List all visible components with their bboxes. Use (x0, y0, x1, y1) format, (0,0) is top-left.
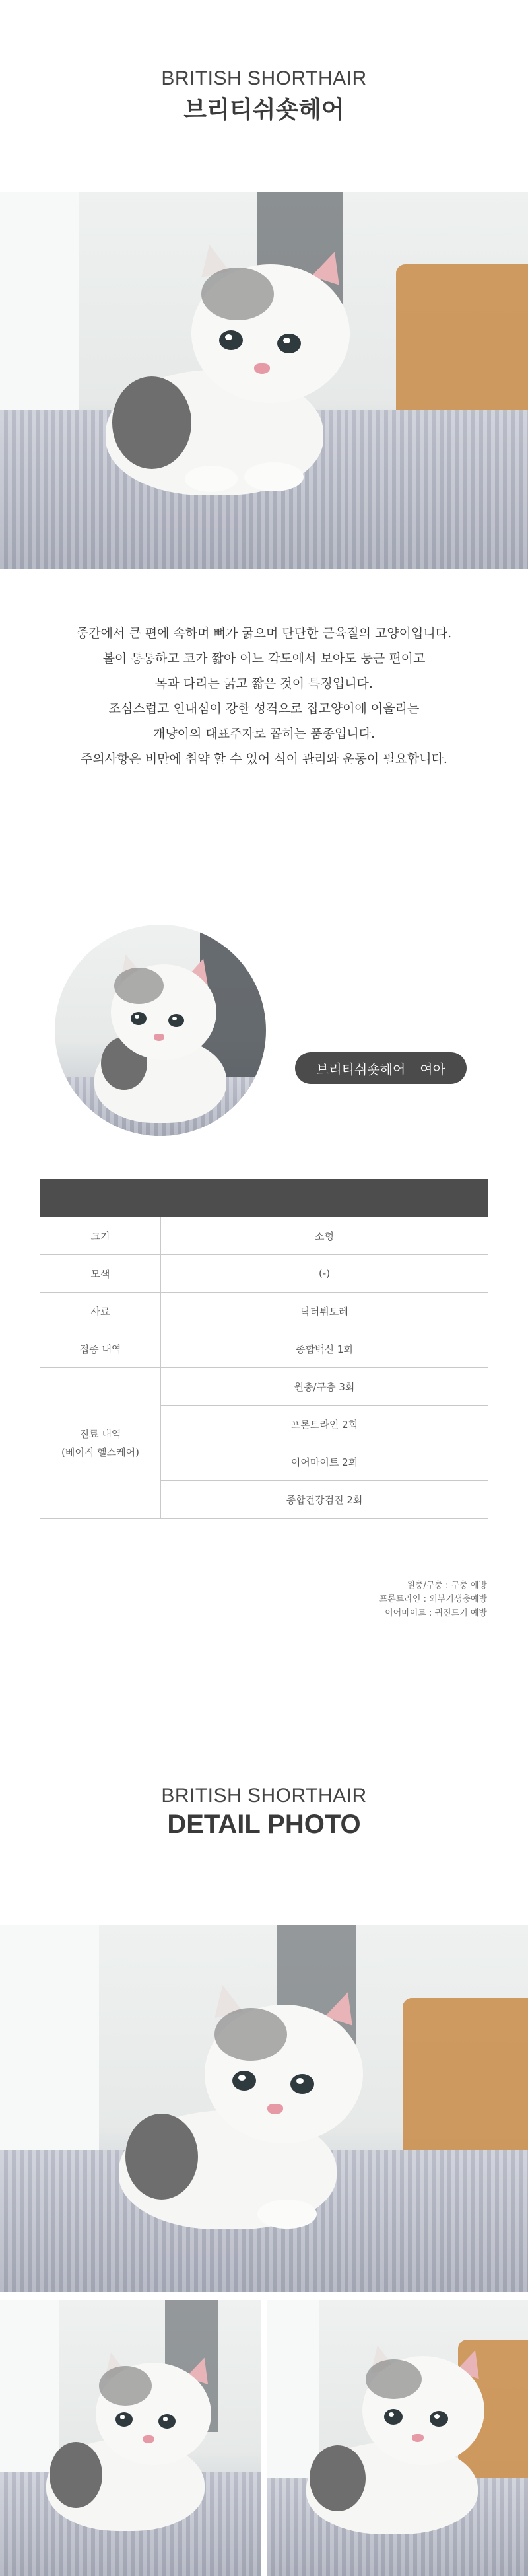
note-line: 프론트라인 : 외부기생충예방 (379, 1594, 487, 1604)
description-line: 목과 다리는 굵고 짧은 것이 특징입니다. (155, 676, 373, 691)
cat-figure (86, 231, 363, 509)
row-value: 종합백신 1회 (161, 1330, 488, 1368)
row-label: 사료 (40, 1293, 161, 1330)
description-line: 볼이 통통하고 코가 짧아 어느 각도에서 보아도 둥근 편이고 (102, 651, 426, 666)
header-ko-title: 브리티쉬숏헤어 (183, 96, 345, 124)
row-label: 접종 내역 (40, 1330, 161, 1368)
table-row (40, 1330, 488, 1368)
note-line: 이어마이트 : 귀진드기 예방 (385, 1608, 487, 1618)
description-line: 중간에서 큰 편에 속하며 뼈가 굵으며 단단한 근육질의 고양이입니다. (76, 626, 452, 641)
care-notes (380, 1579, 487, 1620)
profile-photo (55, 925, 266, 1136)
table-header-cell (161, 1180, 488, 1217)
care-value: 종합건강검진 2회 (161, 1481, 488, 1519)
row-label: 크기 (40, 1217, 161, 1255)
info-table (40, 1179, 488, 1519)
care-label-line: (베이직 헬스케어) (61, 1446, 139, 1458)
breed-description (0, 621, 528, 771)
detail-photo-left (0, 2300, 261, 2576)
row-label: 모색 (40, 1255, 161, 1293)
detail-en-title: BRITISH SHORTHAIR (161, 1785, 367, 1807)
description-line: 조심스럽고 인내심이 강한 성격으로 집고양이에 어울리는 (108, 701, 420, 716)
row-value: 소형 (161, 1217, 488, 1255)
description-line: 개냥이의 대표주자로 꼽히는 품종입니다. (152, 727, 376, 741)
care-label-line: 진료 내역 (79, 1427, 121, 1440)
table-header-row (40, 1180, 488, 1217)
row-value: (-) (161, 1255, 488, 1293)
care-value: 이어마이트 2회 (161, 1443, 488, 1481)
row-value: 닥터뷔토레 (161, 1293, 488, 1330)
detail-header (0, 1785, 528, 1840)
table-header-cell (40, 1180, 161, 1217)
care-value: 원충/구충 3회 (161, 1368, 488, 1406)
table-row (40, 1217, 488, 1255)
detail-title: DETAIL PHOTO (167, 1810, 361, 1839)
detail-photo-large (0, 1925, 528, 2292)
table-row (40, 1368, 488, 1406)
badge-gender: 여아 (420, 1061, 446, 1077)
note-line: 원충/구충 : 구충 예방 (407, 1581, 487, 1591)
main-cat-photo (0, 192, 528, 569)
table-row (40, 1255, 488, 1293)
care-value: 프론트라인 2회 (161, 1406, 488, 1443)
description-line: 주의사항은 비만에 취약 할 수 있어 식이 관리와 운동이 필요합니다. (81, 752, 447, 766)
header-en-title: BRITISH SHORTHAIR (161, 67, 367, 89)
care-label (40, 1368, 161, 1519)
badge-breed: 브리티쉬숏헤어 (316, 1061, 406, 1077)
header (0, 67, 528, 125)
table-row (40, 1293, 488, 1330)
breed-gender-badge (295, 1052, 467, 1084)
detail-photo-right (267, 2300, 528, 2576)
